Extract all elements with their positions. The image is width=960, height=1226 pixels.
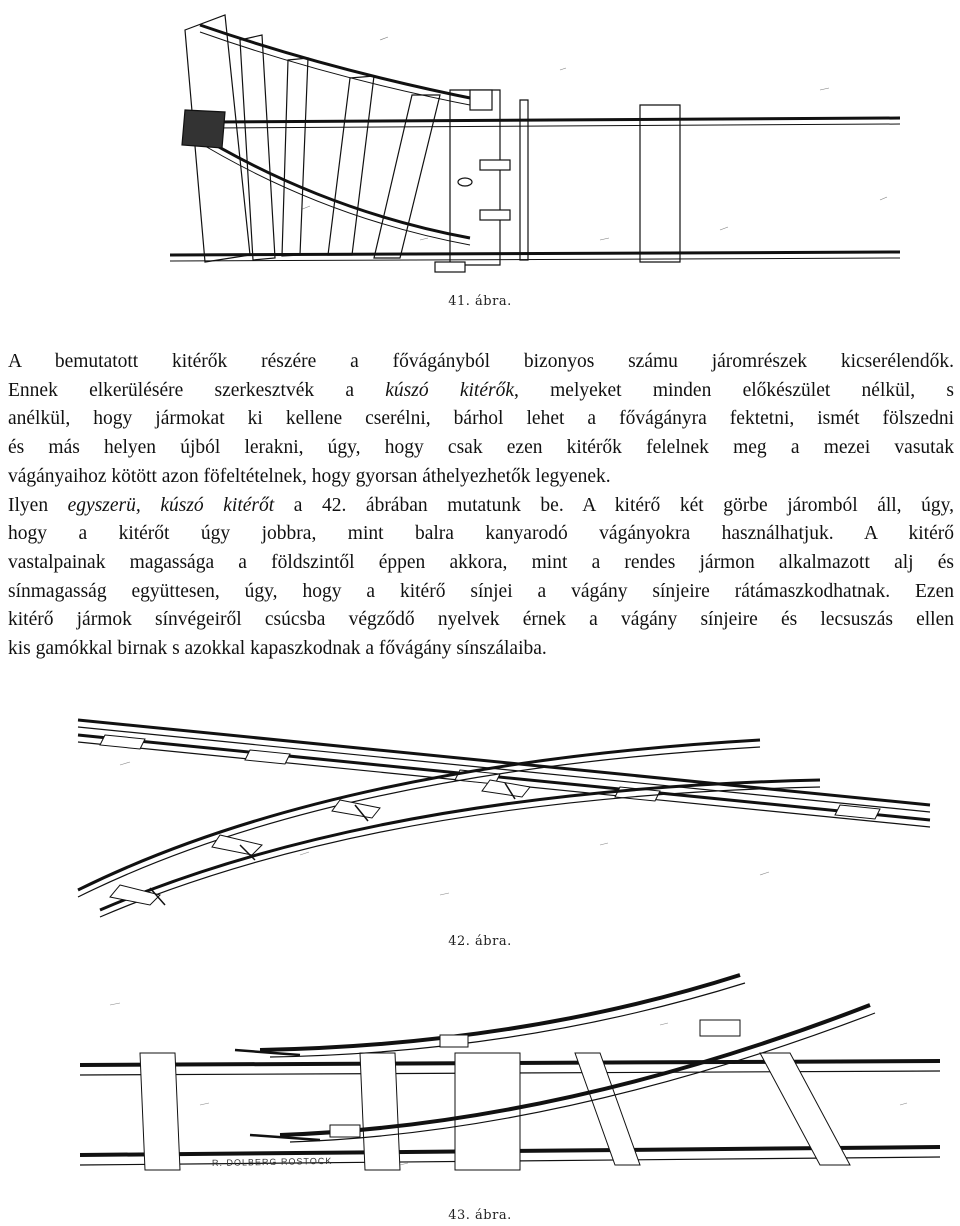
paragraph-2: [8, 492, 954, 664]
figure-41-caption: 41. ábra.: [448, 294, 512, 309]
text-line: hogy a kitérőt úgy jobbra, mint balra kanyarodó vágányokra használhatjuk. A kitérő: [8, 523, 954, 545]
figure-43-illustration: [0, 965, 960, 1200]
text-line: Ilyen egyszerü, kúszó kitérőt a 42. ábrában mutatunk be. A kitérő két görbe járomból áll, úgy,: [8, 494, 954, 516]
figure-42-illustration: [0, 705, 960, 935]
maker-stamp: R. DOLBERG ROSTOCK: [211, 1155, 333, 1168]
text-line: és más helyen újból lerakni, úgy, hogy csak ezen kitérők felelnek meg a mezei vasutak: [8, 437, 954, 459]
text-line: kitérő jármok sínvégeiről csúcsba végződő nyelvek érnek a vágány sínjeire és lecsuszás ellen: [8, 609, 954, 631]
paragraph-1: [8, 348, 954, 492]
text-line: vastalpainak magassága a földszintől éppen akkora, mint a rendes jármon alkalmazott alj és: [8, 551, 954, 573]
figure-43-caption: 43. ábra.: [448, 1208, 512, 1223]
text-line: kis gamókkal birnak s azokkal kapaszkodnak a fővágány sínszálaiba.: [8, 638, 547, 660]
text-line: anélkül, hogy jármokat ki kellene cserélni, bárhol lehet a fővágányra fektetni, ismét fölszedni: [8, 408, 954, 430]
figure-41-illustration: [0, 0, 960, 290]
text-line: vágányaihoz kötött azon föfeltételnek, hogy gyorsan áthelyezhetők legyenek.: [8, 465, 611, 487]
text-line: A bemutatott kitérők részére a fővágányból bizonyos számu járomrészek kicserélendők.: [8, 351, 954, 372]
figure-42-caption: 42. ábra.: [448, 934, 512, 949]
text-line: Ennek elkerülésére szerkesztvék a kúszó kitérők, melyeket minden előkészület nélkül, s: [8, 379, 954, 401]
text-line: sínmagasság együttesen, úgy, hogy a kitérő sínjei a vágány sínjeire rátámaszkodhatnak. Ezen: [8, 580, 954, 602]
body-text: [8, 348, 954, 664]
